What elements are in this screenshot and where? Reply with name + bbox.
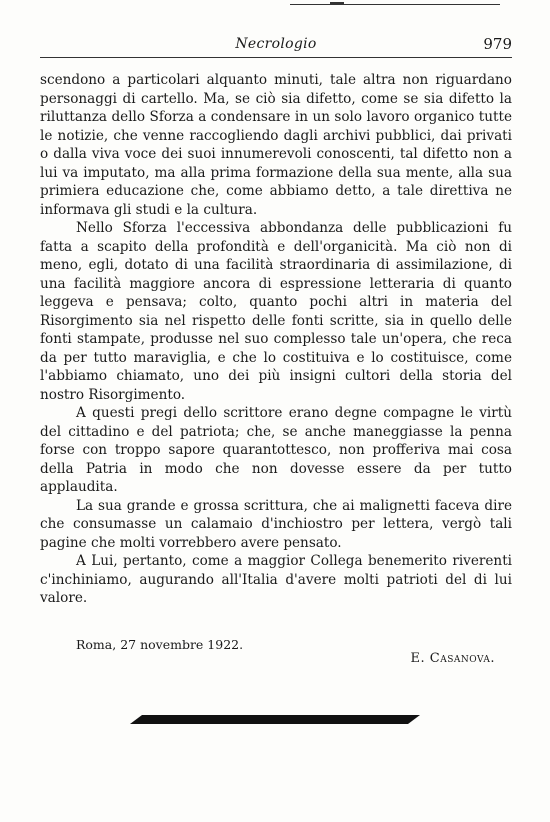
signature-initial: E. [410,651,426,666]
paragraph: A questi pregi dello scrittore erano degne compagne le virtù del cittadino e del patriota; che, se anche maneggiasse la penna forse con troppo sapore quarantottesco, non profferiva mai cosa della Patria in modo che non dovesse essere da per tutto applaudita. [40,405,512,495]
page-number: 979 [483,35,512,53]
dateline: Roma, 27 novembre 1922. [76,637,244,652]
page-header [40,34,512,58]
end-ornament-rule [130,715,420,724]
signature-surname: Casanova. [429,651,495,666]
paragraph: Nello Sforza l'eccessiva abbondanza delle pubblicazioni fu fatta a scapito della profondità e dell'organicità. Ma ciò non di meno, egli, dotato di una facilità straordinaria di assimilazione, di una facilità maggiore ancora di espressione letteraria di quanto leggeva e pensava; colto, quanto pochi altri in materia del Risorgimento sia nel rispetto delle fonti scritte, sia in quello delle fonti stampate, produsse nel suo complesso tale un'opera, che reca da per tutto maraviglia, e che lo costituiva e lo costituisce, come l'abbiamo chiamato, uno dei più insigni cultori della storia del nostro Risorgimento. [40,220,512,403]
top-edge-rule [290,4,500,5]
author-signature [411,651,496,666]
running-title: Necrologio [235,36,317,52]
top-edge-mark [330,2,344,5]
paragraph: La sua grande e grossa scrittura, che ai malignetti faceva dire che consumasse un calamaio d'inchiostro per lettera, vergò tali pagine che molti vorrebbero avere pensato. [40,497,512,551]
paragraph: scendono a particolari alquanto minuti, tale altra non riguardano personaggi di cartello. Ma, se ciò sia difetto, come se sia difetto la riluttanza dello Sforza a condensare in un solo lavoro organico tutte le notizie, che venne raccogliendo dagli archivi pubblici, dai privati o dalla viva voce dei suoi innumerevoli conoscenti, tal difetto non a lui va imputato, ma alla prima formazione della sua mente, alla sua primiera educazione che, come abbiamo detto, a tale direttiva ne informava gli studi e la cultura. [40,72,512,218]
header-rule [40,57,512,58]
paragraph: A Lui, pertanto, come a maggior Collega benemerito riverenti c'inchiniamo, augurando all'Italia d'avere molti patrioti del di lui valore. [40,553,512,606]
obituary-body [40,71,512,608]
